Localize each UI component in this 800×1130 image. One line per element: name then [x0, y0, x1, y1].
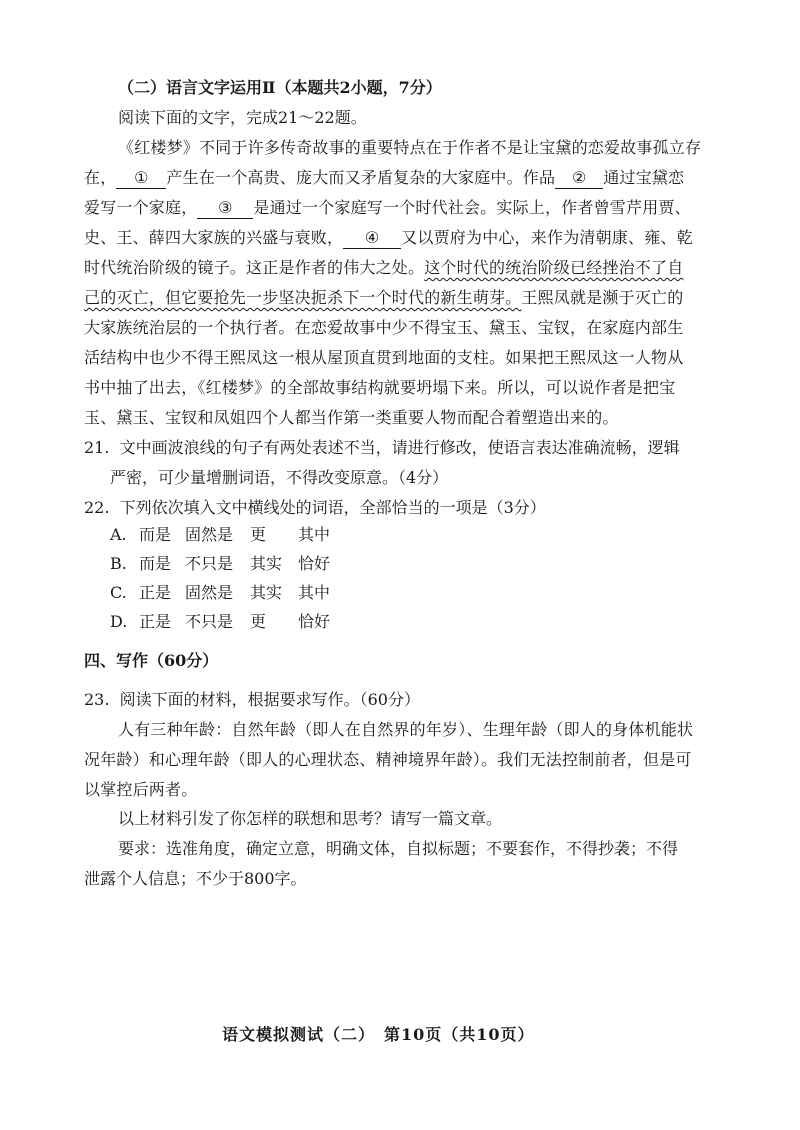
question-23: 23. 阅读下面的材料，根据要求写作。（60分） [84, 690, 420, 709]
blank-4: ④ [343, 228, 401, 249]
option-label: C. [110, 583, 127, 602]
section-heading: （二）语言文字运用Ⅱ（本题共2小题，7分） [118, 78, 442, 97]
blank-3: ③ [197, 198, 253, 219]
passage-line-10: 玉、黛玉、宝钗和凤姐四个人都当作第一类重要人物而配合着塑造出来的。 [84, 408, 619, 427]
material-line-1: 人有三种年龄：自然年龄（即人在自然界的年岁）、生理年龄（即人的身体机能状 [118, 720, 694, 739]
blank-2: ② [555, 168, 603, 189]
question-number: 21. [84, 438, 110, 457]
wavy-sentence-part-1: 这个时代的统治阶级已经挫治不了自 [424, 258, 684, 277]
question-number: 22. [84, 498, 110, 517]
passage-line-3: 爱写一个家庭， ③ 是通过一个家庭写一个时代社会。实际上，作者曾雪芹用贾、 [84, 198, 691, 217]
question-22: 22. 下列依次填入文中横线处的词语，全部恰当的一项是（3分） [84, 498, 546, 517]
passage-line-8: 活结构中也少不得王熙凤这一根从屋顶直贯到地面的支柱。如果把王熙凤这一人物从 [84, 348, 684, 367]
passage-line-9: 书中抽了出去，《红楼梦》的全部故事结构就要坍塌下来。所以，可以说作者是把宝 [84, 378, 676, 397]
passage-line-7: 大家族统治层的一个执行者。在恋爱故事中少不得宝玉、黛玉、宝钗，在家庭内部生 [84, 318, 684, 337]
question-21-line-2: 严密，可少量增删词语，不得改变原意。（4分） [110, 468, 449, 487]
wavy-sentence-part-2: 己的灭亡，但它要抢先一步坚决扼杀下一个时代的新生萌芽。 [84, 288, 522, 307]
writing-prompt: 以上材料引发了你怎样的联想和思考？请写一篇文章。 [118, 809, 503, 828]
option-label: B. [110, 554, 127, 573]
passage-line-4: 史、王、薛四大家族的兴盛与衰败， ④ 又以贾府为中心，来作为清朝康、雍、乾 [84, 228, 693, 247]
question-number: 23. [84, 690, 110, 709]
exam-page: （二）语言文字运用Ⅱ（本题共2小题，7分） 阅读下面的文字，完成21～22题。 《红楼梦》不同于许多传奇故事的重要特点在于作者不是让宝黛的恋爱故事孤立存 在， ① 产生在一个高贵、庞大而又矛盾复杂的大家庭中。作品 ② 通过宝黛恋 爱写一个家庭， ③ 是通过一个家庭写一个时代社会。实际上，作者曾雪芹用贾、 史、王、薛四大家族的兴盛与衰败， ④ 又以贾府为中心，来作为清朝康、雍、乾 时代统治阶级的镜子。这正是作者的伟大之处。这个时代的统治阶级已经挫治不了自 己的灭亡，但它要抢先一步坚决扼杀下一个时代的新生萌芽。王熙凤就是濒于灭亡的 大家族统治层的一个执行者。在恋爱故事中少不得宝玉、黛玉、宝钗，在家庭内部生 活结构中也少不得王熙凤这一根从屋顶直贯到地面的支柱。如果把王熙凤这一人物从 书中抽了出去，《红楼梦》的全部故事结构就要坍塌下来。所以，可以说作者是把宝 玉、黛玉、宝钗和凤姐四个人都当作第一类重要人物而配合着塑造出来的。 21. 文中画波浪线的句子有两处表述不当，请进行修改，使语言表达准确流畅，逻辑 严密，可少量增删词语，不得改变原意。（4分） 22. 下列依次填入文中横线处的词语，全部恰当的一项是（3分） A. 而是 固然是 更 其中 B. 而是 不只是 其实 恰好 C. 正是 固然是 其实 其中 D. 正是 不只是 更 恰好 四、写作（60分） 23. 阅读下面的材料，根据要求写作。（60分） 人有三种年龄：自然年龄（即人在自然界的年岁）、生理年龄（即人的身体机能状 况年龄）和心理年龄（即人的心理状态、精神境界年龄）。我们无法控制前者，但是可 以掌控后两者。 以上材料引发了你怎样的联想和思考？请写一篇文章。 要求：选准角度，确定立意，明确文体，自拟标题；不要套作，不得抄袭；不得 泄露个人信息；不少于800字。 语文模拟测试（二） 第10页（共10页） [84, 78, 702, 1044]
material-line-2: 况年龄）和心理年龄（即人的心理状态、精神境界年龄）。我们无法控制前者，但是可 [84, 750, 692, 769]
blank-1: ① [116, 168, 166, 189]
passage-line-5: 时代统治阶级的镜子。这正是作者的伟大之处。这个时代的统治阶级已经挫治不了自 [84, 258, 684, 277]
section-4-title: 四、写作（60分） [84, 651, 219, 670]
option-label: D. [110, 612, 128, 631]
passage-line-1: 《红楼梦》不同于许多传奇故事的重要特点在于作者不是让宝黛的恋爱故事孤立存 [118, 138, 702, 157]
requirements-line-1: 要求：选准角度，确定立意，明确文体，自拟标题；不要套作，不得抄袭；不得 [118, 839, 679, 858]
option-label: A. [110, 525, 127, 544]
passage-line-6: 己的灭亡，但它要抢先一步坚决扼杀下一个时代的新生萌芽。王熙凤就是濒于灭亡的 [84, 288, 684, 307]
material-line-3: 以掌控后两者。 [84, 780, 198, 799]
passage-line-2: 在， ① 产生在一个高贵、庞大而又矛盾复杂的大家庭中。作品 ② 通过宝黛恋 [84, 168, 685, 187]
section-instruction: 阅读下面的文字，完成21～22题。 [118, 108, 367, 127]
question-21: 21. 文中画波浪线的句子有两处表述不当，请进行修改，使语言表达准确流畅，逻辑 [84, 438, 680, 457]
page-footer: 语文模拟测试（二） 第10页（共10页） [222, 1025, 535, 1044]
requirements-line-2: 泄露个人信息；不少于800字。 [84, 869, 307, 888]
